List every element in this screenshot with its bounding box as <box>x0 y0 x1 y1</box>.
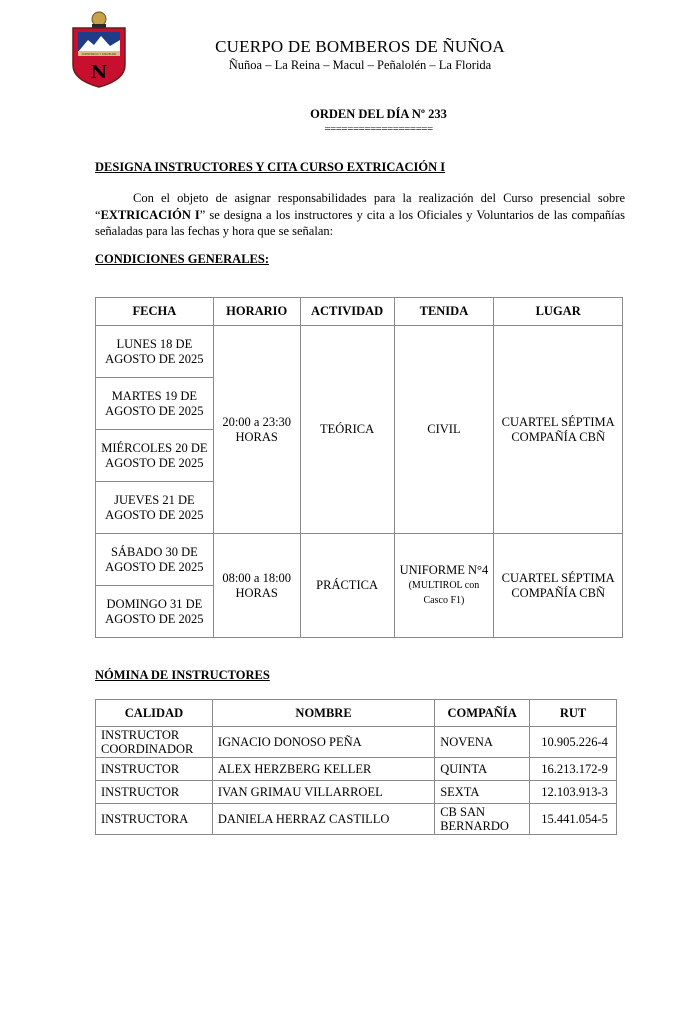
date-cell: DOMINGO 31 DE AGOSTO DE 2025 <box>96 586 214 638</box>
header-compania: COMPAÑÍA <box>435 700 530 727</box>
instructors-table <box>95 699 617 835</box>
table-header-row <box>96 298 623 326</box>
order-title-rule: =================== <box>324 123 433 135</box>
svg-text:N: N <box>90 62 108 83</box>
organization-communes: Ñuñoa – La Reina – Macul – Peñalolén – La Florida <box>228 58 492 72</box>
compania-cell: SEXTA <box>435 781 530 804</box>
date-cell: MARTES 19 DE AGOSTO DE 2025 <box>96 378 214 430</box>
header-calidad: CALIDAD <box>96 700 213 727</box>
nombre-cell: ALEX HERZBERG KELLER <box>212 758 434 781</box>
organization-title: CUERPO DE BOMBEROS DE ÑUÑOA <box>215 37 505 56</box>
compania-cell: QUINTA <box>435 758 530 781</box>
tenida-uniform: UNIFORME N°4 <box>399 563 489 577</box>
header-fecha: FECHA <box>96 298 214 326</box>
rut-cell: 12.103.913-3 <box>530 781 617 804</box>
compania-cell: NOVENA <box>435 727 530 758</box>
calidad-cell: INSTRUCTOR <box>96 758 213 781</box>
section-title-conditions: CONDICIONES GENERALES: <box>95 252 269 266</box>
intro-paragraph: Con el objeto de asignar responsabilidades para la realización del Curso presencial sobre “EXTRICACIÓN I” se designa a los instructores y cita a los Oficiales y Voluntarios de las compañías señaladas para las fechas y hora que se señalan: <box>95 191 626 238</box>
calidad-cell: INSTRUCTORA <box>96 804 213 835</box>
header-nombre: NOMBRE <box>212 700 434 727</box>
table-row <box>96 326 623 378</box>
fire-department-crest-logo <box>70 10 128 88</box>
header-lugar: LUGAR <box>494 298 623 326</box>
header-horario: HORARIO <box>213 298 300 326</box>
actividad-cell: PRÁCTICA <box>300 534 394 638</box>
actividad-cell: TEÓRICA <box>300 326 394 534</box>
course-name: EXTRICACIÓN I <box>100 207 200 222</box>
schedule-table <box>95 297 623 638</box>
svg-text:CONSTANCIA Y DISCIPLINA: CONSTANCIA Y DISCIPLINA <box>81 53 117 56</box>
compania-cell: CB SAN BERNARDO <box>435 804 530 835</box>
rut-cell: 15.441.054-5 <box>530 804 617 835</box>
tenida-note: (MULTIROL con Casco F1) <box>408 580 480 606</box>
header-tenida: TENIDA <box>394 298 494 326</box>
section-title-instructors: NÓMINA DE INSTRUCTORES <box>95 668 270 682</box>
table-row <box>96 534 623 586</box>
date-cell: MIÉRCOLES 20 DE AGOSTO DE 2025 <box>96 430 214 482</box>
header-actividad: ACTIVIDAD <box>300 298 394 326</box>
tenida-cell <box>394 534 494 638</box>
horario-cell: 20:00 a 23:30 HORAS <box>213 326 300 534</box>
calidad-cell: INSTRUCTOR COORDINADOR <box>96 727 213 758</box>
table-row <box>96 781 617 804</box>
table-row <box>96 804 617 835</box>
date-cell: SÁBADO 30 DE AGOSTO DE 2025 <box>96 534 214 586</box>
date-cell: JUEVES 21 DE AGOSTO DE 2025 <box>96 482 214 534</box>
calidad-cell: INSTRUCTOR <box>96 781 213 804</box>
lugar-cell: CUARTEL SÉPTIMA COMPAÑÍA CBÑ <box>494 326 623 534</box>
order-title: ORDEN DEL DÍA Nº 233 <box>310 107 447 121</box>
tenida-cell: CIVIL <box>394 326 494 534</box>
lugar-cell: CUARTEL SÉPTIMA COMPAÑÍA CBÑ <box>494 534 623 638</box>
nombre-cell: IVAN GRIMAU VILLARROEL <box>212 781 434 804</box>
header-rut: RUT <box>530 700 617 727</box>
date-cell: LUNES 18 DE AGOSTO DE 2025 <box>96 326 214 378</box>
horario-cell: 08:00 a 18:00 HORAS <box>213 534 300 638</box>
table-row <box>96 727 617 758</box>
nombre-cell: DANIELA HERRAZ CASTILLO <box>212 804 434 835</box>
table-row <box>96 758 617 781</box>
rut-cell: 10.905.226-4 <box>530 727 617 758</box>
table-header-row <box>96 700 617 727</box>
section-title-designation: DESIGNA INSTRUCTORES Y CITA CURSO EXTRICACIÓN I <box>95 160 446 174</box>
rut-cell: 16.213.172-9 <box>530 758 617 781</box>
nombre-cell: IGNACIO DONOSO PEÑA <box>212 727 434 758</box>
